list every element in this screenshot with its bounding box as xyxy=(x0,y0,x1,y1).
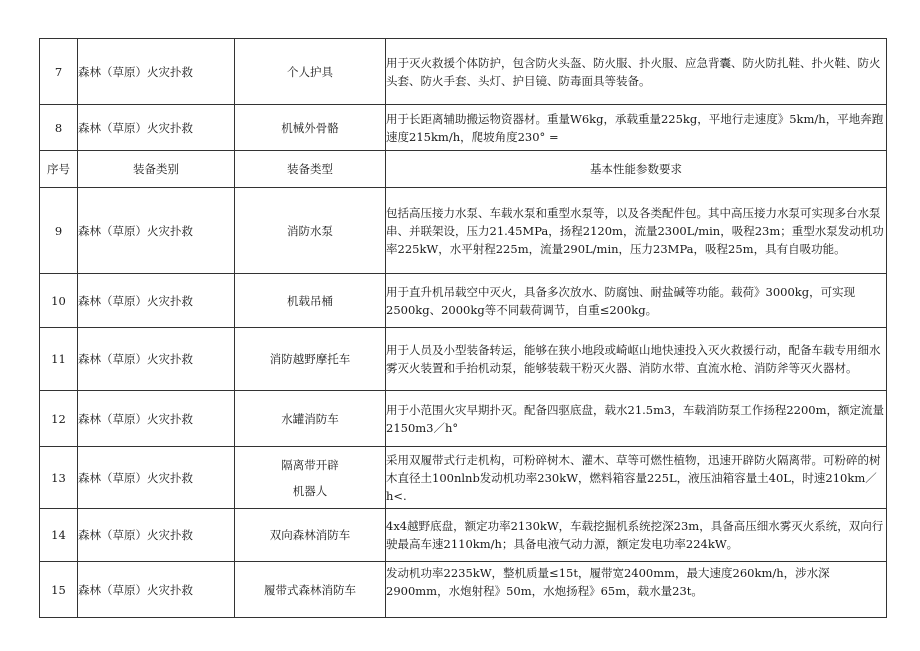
table-row xyxy=(40,188,887,274)
table-row xyxy=(40,509,887,562)
table-row xyxy=(40,274,887,328)
header-equipment-type: 装备类型 xyxy=(235,151,386,188)
equipment-type xyxy=(235,447,386,509)
performance-params: 采用双履带式行走机构，可粉碎树木、灌木、草等可燃性植物，迅速开辟防火隔离带。可粉碎的树木直径土100nlnb发动机功率230kW，燃料箱容量225L，液压油箱容量土40L，时速210km／h<. xyxy=(386,447,887,509)
performance-params: 用于长距离辅助搬运物资器材。重量W6kg，承载重量225kg，平地行走速度》5km/h，平地奔跑速度215km/h，爬坡角度230° = xyxy=(386,105,887,151)
row-number: 12 xyxy=(40,391,78,447)
performance-params: 发动机功率2235kW，整机质量≤15t，履带宽2400mm，最大速度260km/h，涉水深2900mm，水炮射程》50m，水炮扬程》65m，载水量23t。 xyxy=(386,562,887,618)
performance-params: 包括高压接力水泵、车载水泵和重型水泵等，以及各类配件包。其中高压接力水泵可实现多台水泵串、并联架设，压力21.45MPa，扬程2120m，流量2300L/min，吸程23m；重型水泵发动机功率225kW，水平射程225m，流量290L/min，压力23MPa，吸程25m，具有自吸功能。 xyxy=(386,188,887,274)
equipment-type: 消防水泵 xyxy=(235,188,386,274)
equipment-type-line: 机器人 xyxy=(292,483,328,498)
performance-params: 用于人员及小型装备转运，能够在狭小地段或崎岖山地快速投入灭火救援行动，配备车载专用细水雾灭火装置和手抬机动泵，能够装载干粉灭火器、消防水带、直流水枪、消防斧等灭火器材。 xyxy=(386,328,887,391)
equipment-category: 森林（草原）火灾扑救 xyxy=(78,562,235,618)
equipment-type: 消防越野摩托车 xyxy=(235,328,386,391)
row-number: 14 xyxy=(40,509,78,562)
equipment-category: 森林（草原）火灾扑救 xyxy=(78,447,235,509)
table-row xyxy=(40,105,887,151)
equipment-category: 森林（草原）火灾扑救 xyxy=(78,391,235,447)
row-number: 10 xyxy=(40,274,78,328)
equipment-category: 森林（草原）火灾扑救 xyxy=(78,39,235,105)
equipment-type-line: 隔离带开辟 xyxy=(281,457,339,472)
table-row xyxy=(40,328,887,391)
table-header-row xyxy=(40,151,887,188)
row-number: 7 xyxy=(40,39,78,105)
row-number: 8 xyxy=(40,105,78,151)
equipment-category: 森林（草原）火灾扑救 xyxy=(78,274,235,328)
equipment-category: 森林（草原）火灾扑救 xyxy=(78,188,235,274)
equipment-type: 机械外骨骼 xyxy=(235,105,386,151)
table-row xyxy=(40,562,887,618)
equipment-type: 双向森林消防车 xyxy=(235,509,386,562)
equipment-type: 履带式森林消防车 xyxy=(235,562,386,618)
header-equipment-category: 装备类别 xyxy=(78,151,235,188)
equipment-type: 机载吊桶 xyxy=(235,274,386,328)
row-number: 11 xyxy=(40,328,78,391)
equipment-category: 森林（草原）火灾扑救 xyxy=(78,509,235,562)
performance-params: 用于灭火救援个体防护，包含防火头盔、防火服、扑火服、应急背囊、防火防扎鞋、扑火鞋、防火头套、防火手套、头灯、护目镜、防毒面具等装备。 xyxy=(386,39,887,105)
performance-params: 用于直升机吊载空中灭火，具备多次放水、防腐蚀、耐盐碱等功能。载荷》3000kg，可实现2500kg、2000kg等不同载荷调节，自重≤200kg。 xyxy=(386,274,887,328)
equipment-type: 水罐消防车 xyxy=(235,391,386,447)
header-serial-number: 序号 xyxy=(40,151,78,188)
equipment-category: 森林（草原）火灾扑救 xyxy=(78,328,235,391)
header-performance-params: 基本性能参数要求 xyxy=(386,151,887,188)
performance-params: 4x4越野底盘，额定功率2130kW，车载挖掘机系统挖深23m，具备高压细水雾灭火系统，双向行驶最高车速2110km/h；具备电液气动力源，额定发电功率224kW。 xyxy=(386,509,887,562)
table-row xyxy=(40,391,887,447)
equipment-category: 森林（草原）火灾扑救 xyxy=(78,105,235,151)
row-number: 13 xyxy=(40,447,78,509)
table-row xyxy=(40,39,887,105)
equipment-type: 个人护具 xyxy=(235,39,386,105)
equipment-spec-table xyxy=(39,38,887,618)
row-number: 15 xyxy=(40,562,78,618)
table-row xyxy=(40,447,887,509)
row-number: 9 xyxy=(40,188,78,274)
performance-params: 用于小范围火灾早期扑灭。配备四驱底盘，载水21.5m3，车载消防泵工作扬程2200m，额定流量2150m3／h° xyxy=(386,391,887,447)
